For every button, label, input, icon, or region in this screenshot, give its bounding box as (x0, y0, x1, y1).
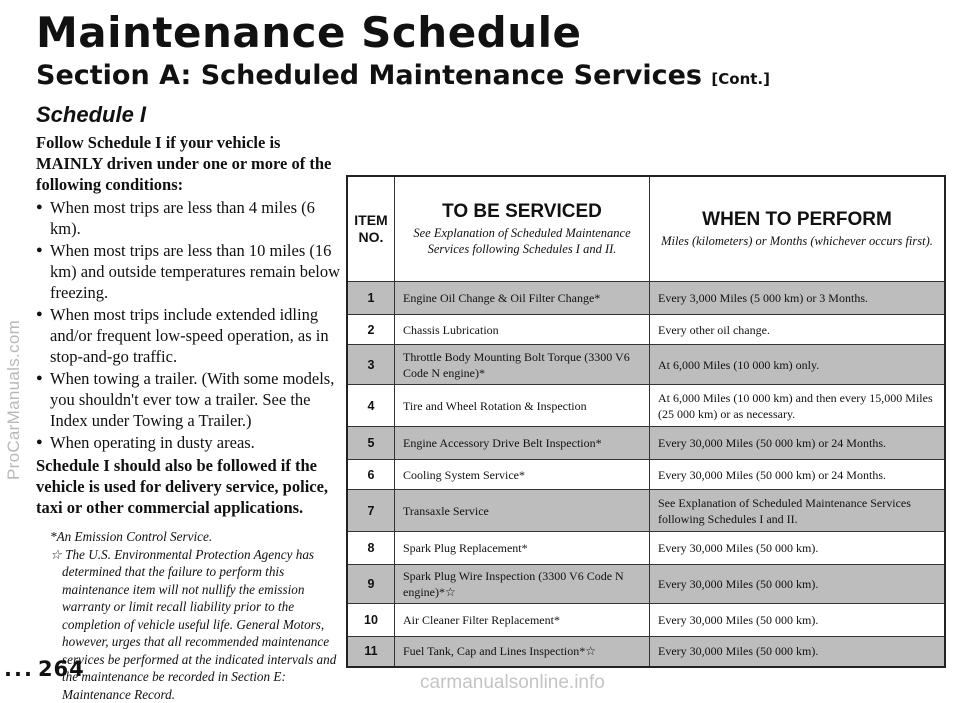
epa-note: ☆ The U.S. Environmental Protection Agency has determined that the failure to perform this maintenance item will not nullify the emission warranty or limit recall liability prior to the completion of vehicle useful life. General Motors, however, urges that all recommended maintenance services be performed at the indicated intervals and the maintenance be recorded in Section E: Maintenance Record. (50, 546, 341, 703)
service-cell: Throttle Body Mounting Bolt Torque (3300 V6 Code N engine)* (395, 345, 650, 385)
item-number-cell: 7 (347, 490, 395, 532)
section-title-text: Section A: Scheduled Maintenance Services (36, 60, 702, 91)
table-row (347, 282, 945, 315)
item-number-cell: 4 (347, 385, 395, 427)
table-row (347, 427, 945, 460)
service-cell: Engine Oil Change & Oil Filter Change* (395, 282, 650, 315)
page-number (4, 657, 85, 681)
service-cell: Engine Accessory Drive Belt Inspection* (395, 427, 650, 460)
item-number-cell: 3 (347, 345, 395, 385)
emission-note: *An Emission Control Service. (50, 528, 341, 546)
header-when-title: WHEN TO PERFORM (656, 209, 938, 231)
when-cell: At 6,000 Miles (10 000 km) only. (650, 345, 946, 385)
when-cell: Every 30,000 Miles (50 000 km) or 24 Months. (650, 460, 946, 490)
condition-item: ● When most trips are less than 10 miles (16 km) and outside temperatures remain below freezing. (36, 240, 341, 303)
bottom-watermark: carmanualsonline.info (420, 672, 605, 694)
item-number-cell: 8 (347, 532, 395, 565)
header-when (650, 176, 946, 282)
table-row (347, 565, 945, 604)
table-row (347, 490, 945, 532)
item-number-cell: 10 (347, 604, 395, 637)
service-cell: Fuel Tank, Cap and Lines Inspection*☆ (395, 637, 650, 667)
service-cell: Chassis Lubrication (395, 315, 650, 345)
item-number-cell: 5 (347, 427, 395, 460)
when-cell: Every other oil change. (650, 315, 946, 345)
when-cell: Every 30,000 Miles (50 000 km). (650, 532, 946, 565)
table-row (347, 315, 945, 345)
conditions-list (36, 197, 341, 453)
when-cell: At 6,000 Miles (10 000 km) and then every 15,000 Miles (25 000 km) or as necessary. (650, 385, 946, 427)
table-row (347, 604, 945, 637)
header-service-title: TO BE SERVICED (401, 201, 643, 223)
section-title (36, 60, 770, 91)
service-cell: Spark Plug Wire Inspection (3300 V6 Code N engine)*☆ (395, 565, 650, 604)
condition-item: ● When towing a trailer. (With some models, you shouldn't ever tow a trailer. See the Index under Towing a Trailer.) (36, 368, 341, 431)
table-row (347, 532, 945, 565)
item-number-cell: 6 (347, 460, 395, 490)
condition-item: ● When most trips include extended idling and/or frequent low-speed operation, as in stop-and-go traffic. (36, 304, 341, 367)
when-cell: Every 30,000 Miles (50 000 km) or 24 Months. (650, 427, 946, 460)
table-row (347, 385, 945, 427)
item-number-cell: 1 (347, 282, 395, 315)
item-number-cell: 9 (347, 565, 395, 604)
condition-item: ● When most trips are less than 4 miles (6 km). (36, 197, 341, 239)
page-dots: ... (4, 657, 34, 681)
also-follow-text: Schedule I should also be followed if the vehicle is used for delivery service, police, taxi or other commercial applications. (36, 455, 341, 518)
schedule-table (346, 175, 946, 668)
item-number-cell: 11 (347, 637, 395, 667)
condition-item: ● When operating in dusty areas. (36, 432, 341, 453)
table-row (347, 460, 945, 490)
intro-lead: Follow Schedule I if your vehicle is MAINLY driven under one or more of the following conditions: (36, 132, 341, 195)
when-cell: Every 30,000 Miles (50 000 km). (650, 637, 946, 667)
schedule-title: Schedule I (36, 102, 146, 128)
table-body (347, 282, 945, 667)
service-cell: Transaxle Service (395, 490, 650, 532)
header-service (395, 176, 650, 282)
item-number-cell: 2 (347, 315, 395, 345)
header-when-note: Miles (kilometers) or Months (whichever occurs first). (656, 233, 938, 249)
when-cell: Every 30,000 Miles (50 000 km). (650, 565, 946, 604)
when-cell: See Explanation of Scheduled Maintenance Services following Schedules I and II. (650, 490, 946, 532)
when-cell: Every 3,000 Miles (5 000 km) or 3 Months. (650, 282, 946, 315)
page-title: Maintenance Schedule (36, 8, 582, 57)
header-item-no: ITEM NO. (347, 176, 395, 282)
intro-column (36, 132, 341, 703)
service-cell: Air Cleaner Filter Replacement* (395, 604, 650, 637)
table-row (347, 637, 945, 667)
table-row (347, 345, 945, 385)
service-cell: Spark Plug Replacement* (395, 532, 650, 565)
section-cont: [Cont.] (711, 70, 770, 88)
page-number-value: 264 (38, 657, 85, 681)
service-cell: Tire and Wheel Rotation & Inspection (395, 385, 650, 427)
table-header-row (347, 176, 945, 282)
when-cell: Every 30,000 Miles (50 000 km). (650, 604, 946, 637)
header-service-note: See Explanation of Scheduled Maintenance Services following Schedules I and II. (401, 225, 643, 257)
side-watermark: ProCarManuals.com (4, 120, 40, 680)
service-cell: Cooling System Service* (395, 460, 650, 490)
